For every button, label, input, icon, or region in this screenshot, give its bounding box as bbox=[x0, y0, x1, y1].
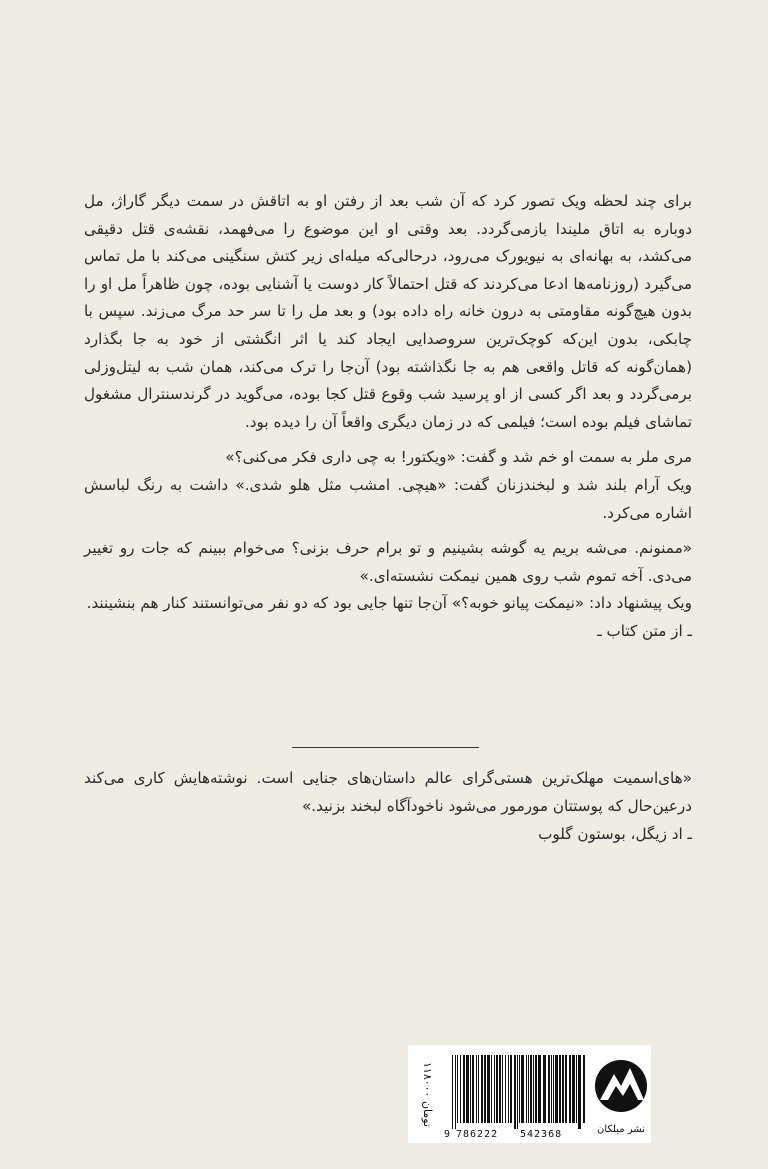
barcode-bar bbox=[481, 1055, 483, 1123]
barcode-bar bbox=[572, 1055, 575, 1123]
barcode-bar bbox=[508, 1055, 509, 1123]
barcode-bar bbox=[526, 1055, 527, 1123]
excerpt-dialogue-4: ویک پیشنهاد داد: «نیمکت پیانو خوبه؟» آن‌جا تنها جایی بود که دو نفر می‌توانستند کنار هم بنشینند. bbox=[86, 594, 692, 613]
barcode-bar bbox=[455, 1055, 456, 1129]
barcode-bar bbox=[510, 1055, 512, 1123]
barcode-bar bbox=[502, 1055, 503, 1123]
price-label: ۱۱۸۰۰۰ تومان bbox=[421, 1062, 434, 1128]
barcode-bar bbox=[452, 1055, 453, 1129]
excerpt-dialogue-2: ویک آرام بلند شد و لبخندزنان گفت: «هیچی. امشب مثل هلو شدی.» داشت به رنگ لباسش اشاره می‌کرد. bbox=[84, 475, 692, 522]
barcode-bar bbox=[519, 1055, 520, 1123]
barcode-bar bbox=[538, 1055, 541, 1123]
excerpt-source: ـ از متن کتاب ـ bbox=[597, 621, 692, 640]
barcode-bar bbox=[562, 1055, 564, 1123]
excerpt-paragraph: برای چند لحظه ویک تصور کرد که آن شب بعد از رفتن او به اتاقش در سمت دیگر گاراژ، مل دوباره به اتاق ملیندا بازمی‌گردد. بعد وقتی او این موضوع را می‌فهمد، نقشه‌ی قتل دقیقی می‌کشد، به بهانه‌ای به نیویورک می‌رود، درحالی‌که میله‌ای زیر کتش سنگینی می‌کند با مل تماس می‌گیرد (روزنامه‌ها ادعا می‌کردند که قتل احتمالاً کار دوست یا آشنایی بوده، چون ظاهراً مل او را بدون هیچ‌گونه مقاومتی به درون خانه راه داده بود) و بعد مل را تا سر حد مرگ می‌زند. سپس با چابکی، بدون این‌که کوچک‌ترین سروصدایی ایجاد کند یا اثر انگشتی از خود به جا بگذارد (همان‌گونه که قاتل واقعی هم به جا نگذاشته بود) آن‌جا را ترک می‌کند، همان شب به لیتل‌وزلی برمی‌گردد و بعد اگر کسی از او پرسید شب وقوع قتل کجا بوده، می‌گوید در گرندسنترال مشغول تماشای فیلم بوده است؛ فیلمی که در زمان دیگری واقعاً آن را دیده بود. bbox=[84, 192, 692, 431]
isbn-digits-left: 786222 bbox=[456, 1129, 499, 1140]
barcode-bar bbox=[559, 1055, 561, 1123]
barcode-panel bbox=[408, 1045, 651, 1143]
barcode-bar bbox=[528, 1055, 529, 1123]
barcode-bar bbox=[543, 1055, 546, 1123]
barcode-bar bbox=[517, 1055, 518, 1129]
barcode-bar bbox=[569, 1055, 571, 1123]
barcode-bar bbox=[535, 1055, 537, 1123]
barcode-bar bbox=[491, 1055, 492, 1123]
barcode-bar bbox=[565, 1055, 567, 1123]
review-quote-block bbox=[84, 764, 692, 848]
barcode-bar bbox=[470, 1055, 471, 1123]
publisher-name: نشر میلکان bbox=[597, 1124, 645, 1135]
barcode-bar bbox=[583, 1055, 585, 1123]
barcode-bar bbox=[576, 1055, 577, 1123]
barcode-bar bbox=[466, 1055, 469, 1123]
isbn-digit-lead: 9 bbox=[444, 1129, 451, 1140]
barcode-bar bbox=[521, 1055, 524, 1123]
barcode-bar bbox=[533, 1055, 534, 1123]
barcode-bar bbox=[472, 1055, 474, 1123]
publisher-logo bbox=[594, 1048, 648, 1140]
barcode-bar bbox=[553, 1055, 554, 1123]
barcode-bar bbox=[551, 1055, 552, 1123]
barcode-bar bbox=[499, 1055, 501, 1123]
book-excerpt bbox=[84, 188, 692, 646]
barcode-bar bbox=[496, 1055, 498, 1123]
barcode-bar bbox=[494, 1055, 495, 1123]
barcode-bar bbox=[478, 1055, 479, 1123]
barcode-bar bbox=[460, 1055, 461, 1123]
excerpt-dialogue-1: مری ملر به سمت او خم شد و گفت: «ویکتور! به چی داری فکر می‌کنی؟» bbox=[225, 448, 692, 467]
barcode-bar bbox=[514, 1055, 516, 1129]
barcode-bar bbox=[476, 1055, 477, 1123]
barcode-bar bbox=[505, 1055, 506, 1123]
barcode-bar bbox=[487, 1055, 490, 1123]
barcode-bar bbox=[555, 1055, 558, 1123]
barcode-bar bbox=[457, 1055, 458, 1123]
review-attribution: ـ اد زیگل، بوستون گلوب bbox=[538, 825, 692, 843]
mountains-logo-icon bbox=[594, 1048, 648, 1122]
barcode-bar bbox=[548, 1055, 550, 1123]
barcode-bar bbox=[463, 1055, 465, 1123]
review-quote: «های‌اسمیت مهلک‌ترین هستی‌گرای عالم داستان‌های جنایی است. نوشته‌هایش کاری می‌کند درعین‌حال که پوستتان مورمور می‌شود ناخودآگاه لبخند بزنید.» bbox=[84, 769, 692, 815]
excerpt-dialogue-3: «ممنونم. می‌شه بریم یه گوشه بشینیم و تو برام حرف بزنی؟ می‌خوام ببینم که جات رو تغییر می‌دی. آخه تموم شب روی همین نیمکت نشسته‌ای.» bbox=[84, 539, 692, 585]
barcode-bar bbox=[484, 1055, 486, 1123]
isbn-digits-right: 542368 bbox=[520, 1129, 563, 1140]
barcode-bar bbox=[578, 1055, 581, 1129]
barcode-bar bbox=[530, 1055, 532, 1123]
section-divider bbox=[292, 747, 479, 748]
